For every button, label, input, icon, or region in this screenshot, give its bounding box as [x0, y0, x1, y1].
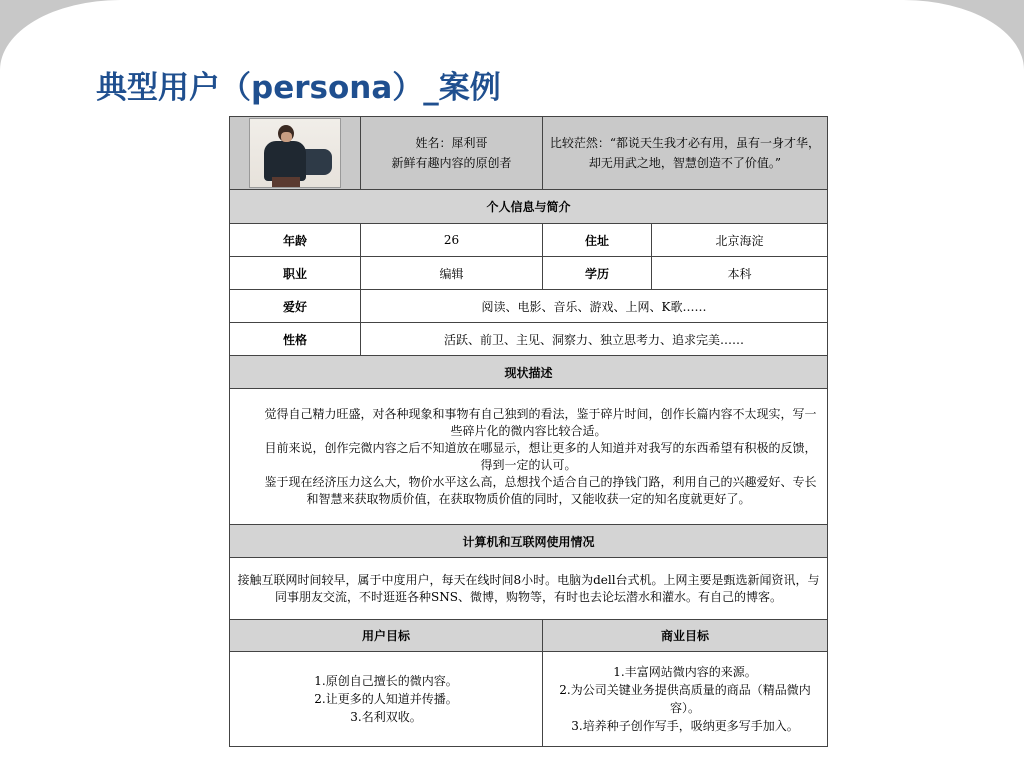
hobby-label: 爱好: [230, 290, 361, 323]
address-value: 北京海淀: [652, 224, 828, 257]
section-internet-usage: 计算机和互联网使用情况: [230, 525, 828, 558]
business-goals-header: 商业目标: [543, 620, 828, 652]
education-value: 本科: [652, 257, 828, 290]
list-item: 2.为公司关键业务提供高质量的商品（精品微内容）。: [559, 683, 811, 715]
table-row: [230, 323, 828, 356]
status-description: [230, 389, 828, 525]
list-item: 1.丰富网站微内容的来源。: [613, 665, 757, 679]
user-goals-header: 用户目标: [230, 620, 543, 652]
name-cell: [361, 117, 543, 190]
persona-name: 姓名：犀利哥: [415, 136, 488, 150]
job-value: 编辑: [361, 257, 543, 290]
hobby-value: 阅读、电影、音乐、游戏、上网、K歌……: [361, 290, 828, 323]
photo-cell: [230, 117, 361, 190]
internet-paragraph: 接触互联网时间较早，属于中度用户，每天在线时间8小时。电脑为dell台式机。上网主要是甄选新闻资讯，与同事朋友交流，不时逛逛各种SNS、微博，购物等，有时也去论坛潜水和灌水。有自己的博客。: [237, 572, 820, 604]
page-title: 典型用户（persona）_案例: [96, 70, 501, 106]
status-paragraph: 鉴于现在经济压力这么大，物价水平这么高，总想找个适合自己的挣钱门路，利用自己的兴趣爱好、专长和智慧来获取物质价值，在获取物质价值的同时，又能收获一定的知名度就更好了。: [264, 474, 817, 506]
table-row: [230, 257, 828, 290]
list-item: 3.名利双收。: [350, 710, 422, 724]
age-value: 26: [361, 224, 543, 257]
section-personal-info: 个人信息与简介: [230, 190, 828, 224]
education-label: 学历: [543, 257, 652, 290]
status-paragraph: 觉得自己精力旺盛，对各种现象和事物有自己独到的看法，鉴于碎片时间，创作长篇内容不太现实，写一些碎片化的微内容比较合适。: [264, 406, 817, 438]
job-label: 职业: [230, 257, 361, 290]
list-item: 3.培养种子创作写手，吸纳更多写手加入。: [571, 719, 799, 733]
table-row: [230, 290, 828, 323]
persona-header-row: [230, 117, 828, 190]
persona-quote: 比较茫然：“都说天生我才必有用，虽有一身才华，却无用武之地，智慧创造不了价值。”: [543, 117, 828, 190]
status-paragraph: 目前来说，创作完微内容之后不知道放在哪显示，想让更多的人知道并对我写的东西希望有积极的反馈，得到一定的认可。: [264, 440, 817, 472]
personality-value: 活跃、前卫、主见、洞察力、独立思考力、追求完美……: [361, 323, 828, 356]
age-label: 年龄: [230, 224, 361, 257]
personality-label: 性格: [230, 323, 361, 356]
section-status: 现状描述: [230, 356, 828, 389]
persona-photo: [249, 118, 341, 188]
user-goals-list: [230, 652, 543, 747]
list-item: 2.让更多的人知道并传播。: [314, 692, 458, 706]
persona-tagline: 新鲜有趣内容的原创者: [391, 156, 512, 170]
internet-usage-text: [230, 558, 828, 620]
persona-table: [229, 116, 828, 747]
table-row: [230, 224, 828, 257]
business-goals-list: [543, 652, 828, 747]
address-label: 住址: [543, 224, 652, 257]
list-item: 1.原创自己擅长的微内容。: [314, 674, 458, 688]
